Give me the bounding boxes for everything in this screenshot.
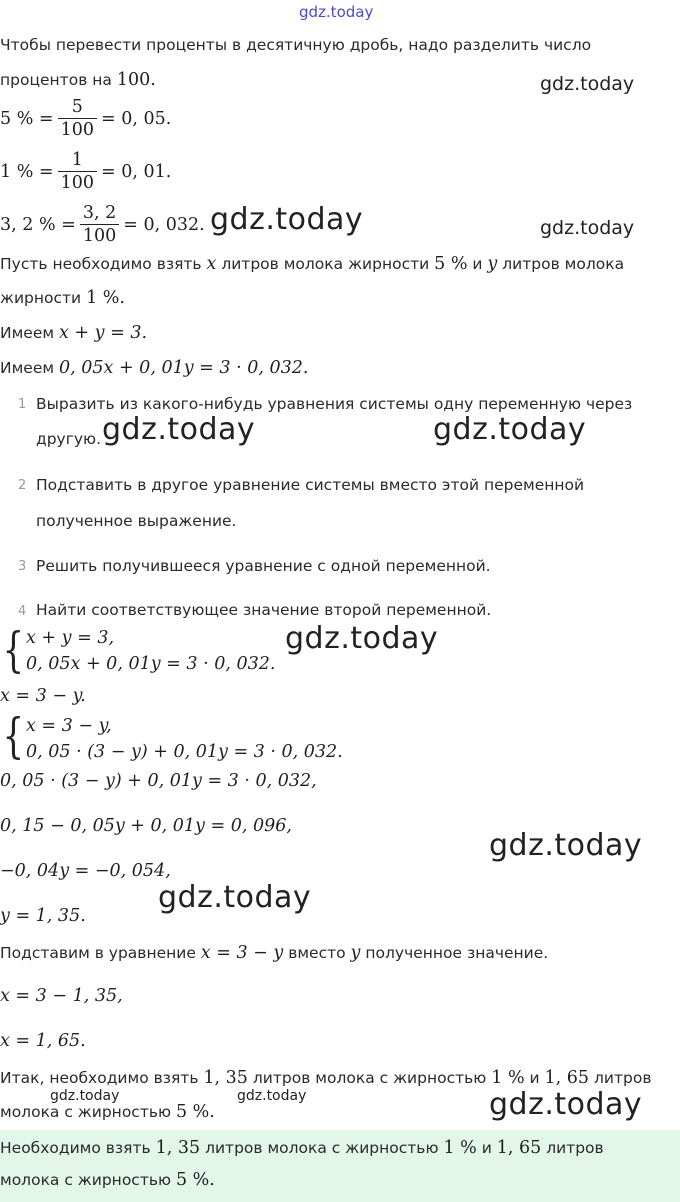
- system-1-eq-2: 0, 05x + 0, 01y = 3 · 0, 032.: [26, 654, 276, 674]
- conclusion-line-1: Итак, необходимо взять 1, 35 литров молока с жирностью 1 % и 1, 65 литров: [0, 1068, 652, 1088]
- solve-line-2: 0, 15 − 0, 05y + 0, 01y = 0, 096,: [0, 816, 292, 836]
- have-line-2: Имеем 0, 05x + 0, 01y = 3 · 0, 032.: [0, 358, 309, 378]
- intro-line-1: Чтобы перевести проценты в десятичную дробь, надо разделить число: [0, 36, 592, 54]
- watermark: gdz.today: [489, 1087, 643, 1122]
- conversion-1-percent: 1 % = $\frac{1}{100}$ = 0, 01.: [0, 150, 172, 193]
- watermark: gdz.today: [540, 73, 635, 95]
- answer-line-1: Необходимо взять 1, 35 литров молока с жирностью 1 % и 1, 65 литров: [0, 1138, 604, 1158]
- watermark: gdz.today: [210, 202, 364, 237]
- step-4-line-1: Найти соответствующее значение второй переменной.: [36, 601, 492, 619]
- system-1-eq-1: x + y = 3,: [26, 628, 115, 648]
- have-line-1: Имеем x + y = 3.: [0, 323, 148, 343]
- system-brace: {: [2, 622, 24, 678]
- watermark: gdz.today: [158, 880, 312, 915]
- conversion-3-2-percent: 3, 2 % = $\frac{3, 2}{100}$ = 0, 032.: [0, 203, 205, 246]
- x-calc-line-1: x = 3 − 1, 35,: [0, 986, 123, 1006]
- system-2-eq-1: x = 3 − y,: [26, 716, 112, 736]
- watermark: gdz.today: [540, 217, 635, 239]
- step-number: 3: [18, 559, 27, 574]
- step-number: 1: [18, 397, 27, 412]
- setup-line-2: жирности 1 %.: [0, 288, 125, 308]
- system-brace: {: [2, 708, 24, 764]
- answer-box: [0, 1130, 680, 1202]
- step-2-line-1: Подставить в другое уравнение системы вместо этой переменной: [36, 476, 585, 494]
- watermark: gdz.today: [50, 1088, 120, 1104]
- solve-line-3: −0, 04y = −0, 054,: [0, 861, 171, 881]
- setup-line-1: Пусть необходимо взять x литров молока жирности 5 % и y литров молока: [0, 254, 625, 274]
- watermark: gdz.today: [285, 621, 439, 656]
- step-number: 2: [18, 478, 27, 493]
- watermark: gdz.today: [102, 412, 256, 447]
- x-calc-line-2: x = 1, 65.: [0, 1031, 86, 1051]
- step-1-line-2: другую.: [36, 430, 102, 448]
- substitute-line: Подставим в уравнение x = 3 − y вместо y полученное значение.: [0, 943, 549, 963]
- answer-line-2: молока с жирностью 5 %.: [0, 1170, 215, 1190]
- solve-line-1: 0, 05 · (3 − y) + 0, 01y = 3 · 0, 032,: [0, 771, 317, 791]
- step-1-line-1: Выразить из какого-нибудь уравнения системы одну переменную через: [36, 395, 633, 413]
- watermark: gdz.today: [237, 1088, 307, 1104]
- system-2-eq-2: 0, 05 · (3 − y) + 0, 01y = 3 · 0, 032.: [26, 742, 343, 762]
- conclusion-line-2: молока с жирностью 5 %.: [0, 1102, 215, 1122]
- watermark-top: gdz.today: [299, 3, 374, 21]
- watermark: gdz.today: [433, 412, 587, 447]
- express-x: x = 3 − y.: [0, 686, 86, 706]
- watermark: gdz.today: [489, 828, 643, 863]
- step-2-line-2: полученное выражение.: [36, 512, 237, 530]
- step-number: 4: [18, 604, 27, 619]
- intro-line-2: процентов на 100.: [0, 70, 156, 90]
- conversion-5-percent: 5 % = $\frac{5}{100}$ = 0, 05.: [0, 97, 172, 140]
- solve-line-4: y = 1, 35.: [0, 906, 86, 926]
- step-3-line-1: Решить получившееся уравнение с одной переменной.: [36, 557, 491, 575]
